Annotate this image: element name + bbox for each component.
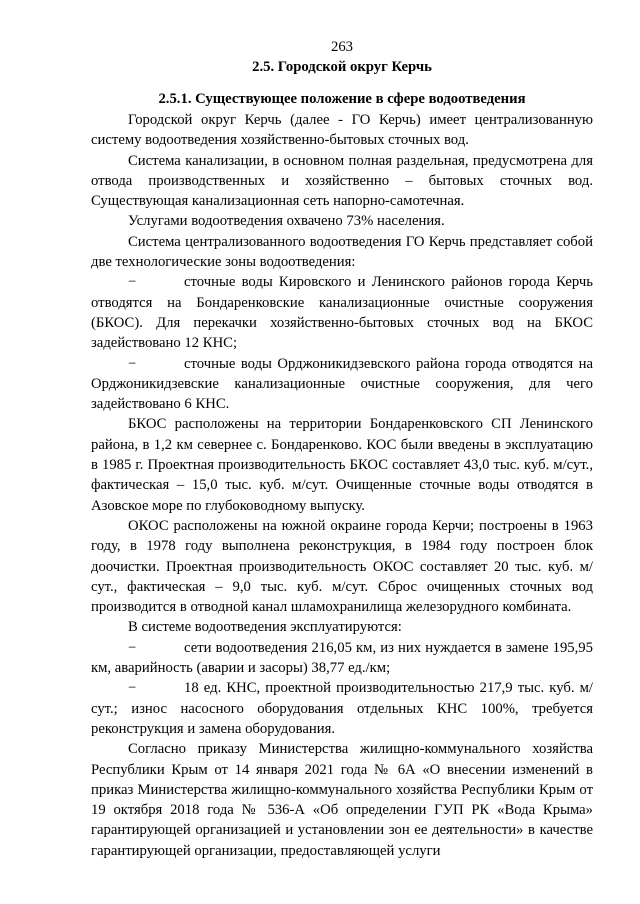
list-item-text: сточные воды Орджоникидзевского района города отводятся на Орджоникидзевские канализационные очистные сооружения, для чего задействовано 6 КНС. [91, 355, 593, 413]
list-item-text: сети водоотведения 216,05 км, из них нуждается в замене 195,95 км, аварийность (аварии и засоры) 38,77 ед./км; [91, 639, 593, 677]
dash-marker: − [128, 274, 137, 291]
paragraph-order: Согласно приказу Министерства жилищно-коммунального хозяйства Республики Крым от 14 января 2021 года № 6А «О внесении изменений в приказ Министерства жилищно-коммунального хозяйства Республики Крым от 19 октября 2018 года № 536-А «Об определении ГУП РК «Вода Крыма» гарантирующей организацией и установлении зон ее деятельности» в качестве гарантирующей организации, предоставляющей услуги [91, 741, 593, 859]
dash-marker: − [128, 639, 137, 656]
page-number: 263 [330, 39, 354, 55]
paragraph-coverage: Услугами водоотведения охвачено 73% населения. [128, 213, 445, 230]
list-item-text: сточные воды Кировского и Ленинского районов города Керчь отводятся на Бондаренковские канализационные очистные сооружения (БКОС). Для перекачки хозяйственно-бытовых сточных вод на БКОС задействовано 12 КНС; [91, 274, 593, 352]
dash-marker: − [128, 680, 137, 697]
list-item-pump-stations [91, 678, 593, 739]
paragraph-sewer-system: Система канализации, в основном полная раздельная, предусмотрена для отвода производственных и хозяйственно – бытовых сточных вод. Существующая канализационная сеть напорно-самотечная. [91, 152, 593, 210]
document-page [91, 37, 593, 861]
paragraph-bkos: БКОС расположены на территории Бондаренковского СП Ленинского района, в 1,2 км севернее с. Бондаренково. КОС были введены в эксплуатацию в 1985 г. Проектная производительность БКОС составляет 43,0 тыс. куб. м/сут., фактическая – 15,0 тыс. куб. м/сут. Очищенные сточные воды отводятся в Азовское море по глубоководному выпуску. [91, 416, 593, 514]
section-title: 2.5. Городской округ Керчь [252, 59, 432, 75]
paragraph-zones: Система централизованного водоотведения ГО Керчь представляет собой две технологические зоны водоотведения: [91, 233, 593, 271]
subsection-title: 2.5.1. Существующее положение в сфере водоотведения [158, 91, 526, 107]
list-item-okos-zone [91, 354, 593, 415]
dash-marker: − [128, 355, 137, 372]
paragraph-okos: ОКОС расположены на южной окраине города Керчи; построены в 1963 году, в 1978 году выполнена реконструкция, в 1984 году построен блок доочистки. Проектная производительность ОКОС составляет 20 тыс. куб. м/сут., фактическая – 9,0 тыс. куб. м/сут. Сброс очищенных сточных вод производится в отводной канал шламохранилища железорудного комбината. [91, 517, 593, 616]
paragraph-intro: Городской округ Керчь (далее - ГО Керчь) имеет централизованную систему водоотведения хозяйственно-бытовых сточных вод. [91, 112, 593, 149]
paragraph-operated: В системе водоотведения эксплуатируются: [128, 619, 402, 636]
list-item-text: 18 ед. КНС, проектной производительностью 217,9 тыс. куб. м/сут.; износ насосного оборудования отдельных КНС 100%, требуется реконструкция и замена оборудования. [91, 680, 593, 737]
list-item-networks [91, 638, 593, 679]
list-item-bkos-zone [91, 272, 593, 353]
